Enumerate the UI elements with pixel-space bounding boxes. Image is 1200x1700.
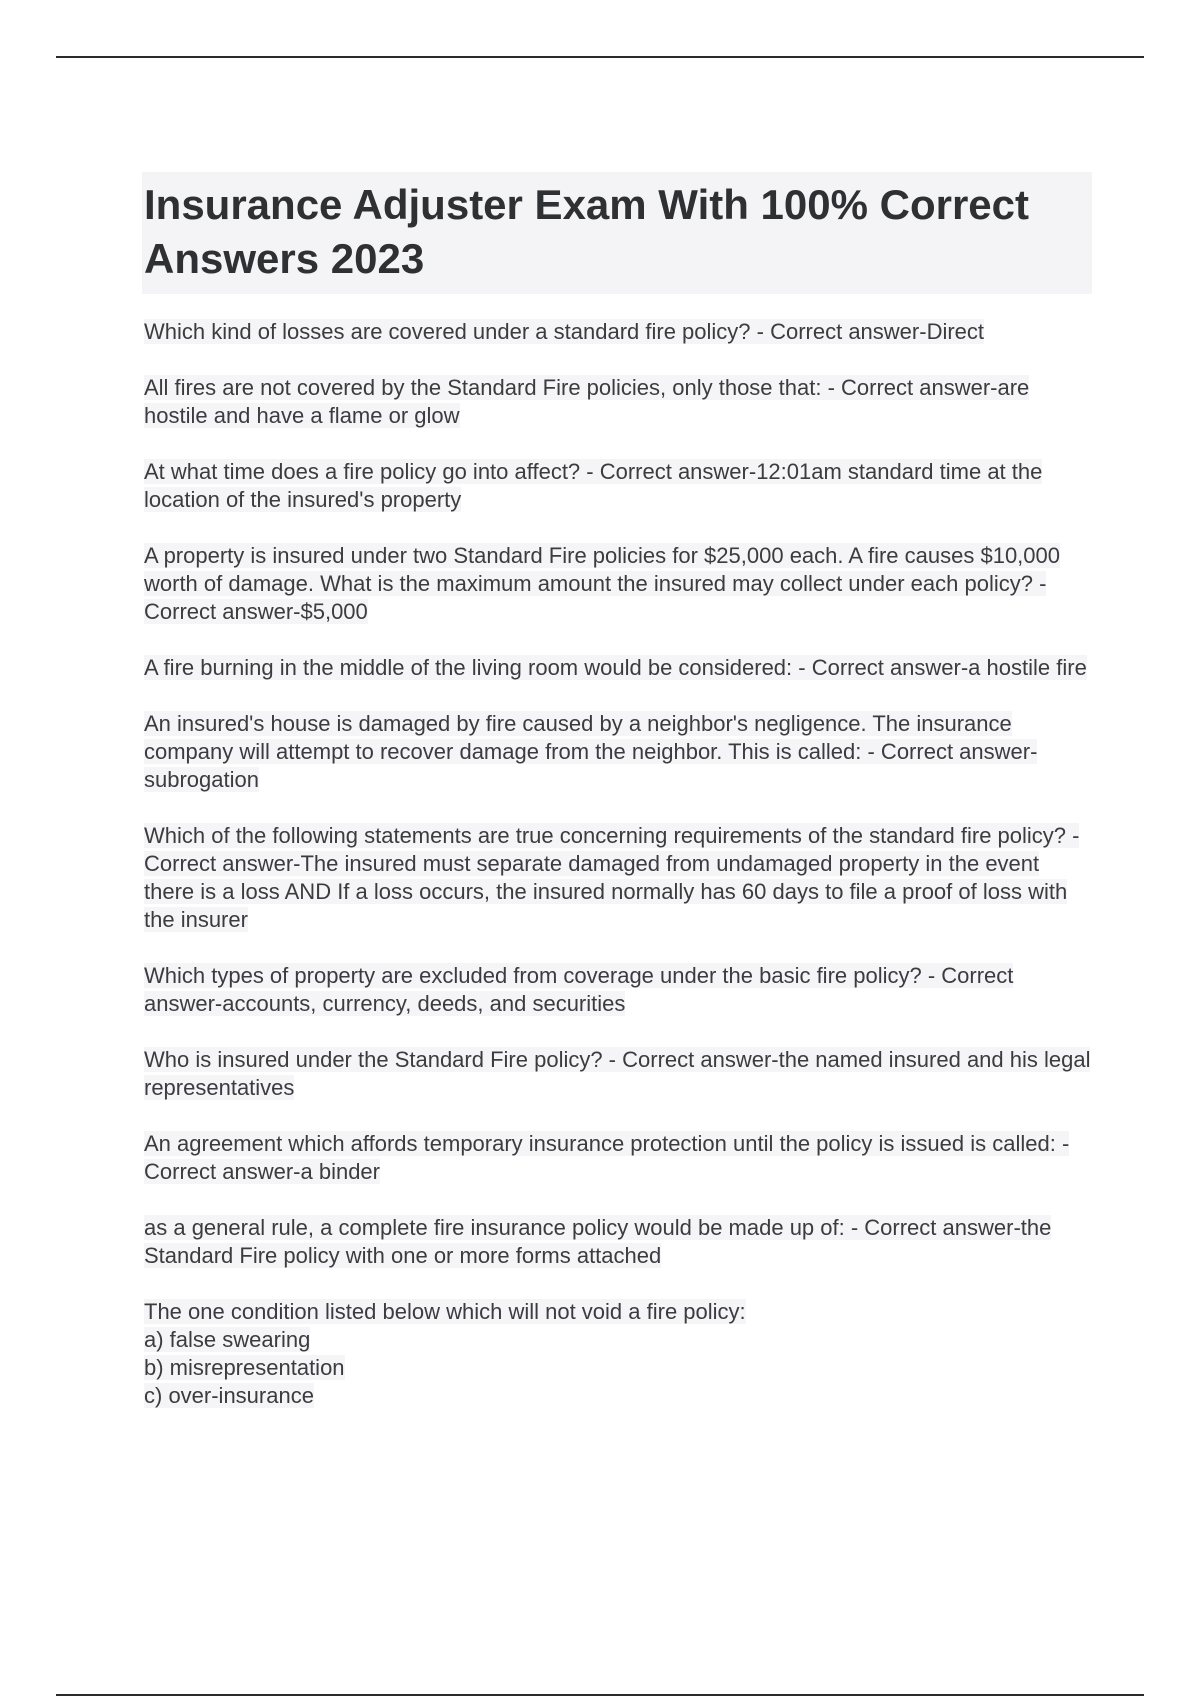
qa-item [144, 1298, 1092, 1410]
bottom-rule [56, 1694, 1144, 1696]
title-block [142, 172, 1092, 294]
qa-text: A fire burning in the middle of the living room would be considered: - Correct answer-a hostile fire [144, 655, 1087, 680]
top-rule [56, 56, 1144, 58]
qa-item [144, 1214, 1092, 1270]
qa-text: Which kind of losses are covered under a standard fire policy? - Correct answer-Direct [144, 319, 985, 344]
qa-text: Who is insured under the Standard Fire policy? - Correct answer-the named insured and his legal representatives [144, 1047, 1091, 1100]
qa-item [144, 1046, 1092, 1102]
qa-item [144, 374, 1092, 430]
qa-text: At what time does a fire policy go into affect? - Correct answer-12:01am standard time at the location of the insured's property [144, 459, 1043, 512]
qa-text: as a general rule, a complete fire insurance policy would be made up of: - Correct answer-the Standard Fire policy with one or more forms attached [144, 1215, 1052, 1268]
qa-text: A property is insured under two Standard Fire policies for $25,000 each. A fire causes $10,000 worth of damage. What is the maximum amount the insured may collect under each policy? - Correct answer-$5,000 [144, 543, 1060, 624]
qa-text: An agreement which affords temporary insurance protection until the policy is issued is called: - Correct answer-a binder [144, 1131, 1070, 1184]
document-title: Insurance Adjuster Exam With 100% Correct Answers 2023 [144, 181, 1030, 282]
qa-text: Which types of property are excluded from coverage under the basic fire policy? - Correct answer-accounts, currency, deeds, and securities [144, 963, 1014, 1016]
qa-text: Which of the following statements are true concerning requirements of the standard fire policy? - Correct answer-The insured must separate damaged from undamaged property in the event there is a loss AND If a loss occurs, the insured normally has 60 days to file a proof of loss with the insurer [144, 823, 1080, 932]
document-body [144, 172, 1092, 1438]
qa-item [144, 318, 1092, 346]
qa-item [144, 1130, 1092, 1186]
qa-text: The one condition listed below which will not void a fire policy: a) false swearing b) misrepresentation c) over-insurance [144, 1299, 746, 1408]
qa-item [144, 962, 1092, 1018]
qa-item [144, 654, 1092, 682]
qa-item [144, 822, 1092, 934]
qa-text: An insured's house is damaged by fire caused by a neighbor's negligence. The insurance company will attempt to recover damage from the neighbor. This is called: - Correct answer-subrogation [144, 711, 1038, 792]
qa-item [144, 542, 1092, 626]
qa-item [144, 710, 1092, 794]
qa-item [144, 458, 1092, 514]
qa-text: All fires are not covered by the Standard Fire policies, only those that: - Correct answer-are hostile and have a flame or glow [144, 375, 1030, 428]
